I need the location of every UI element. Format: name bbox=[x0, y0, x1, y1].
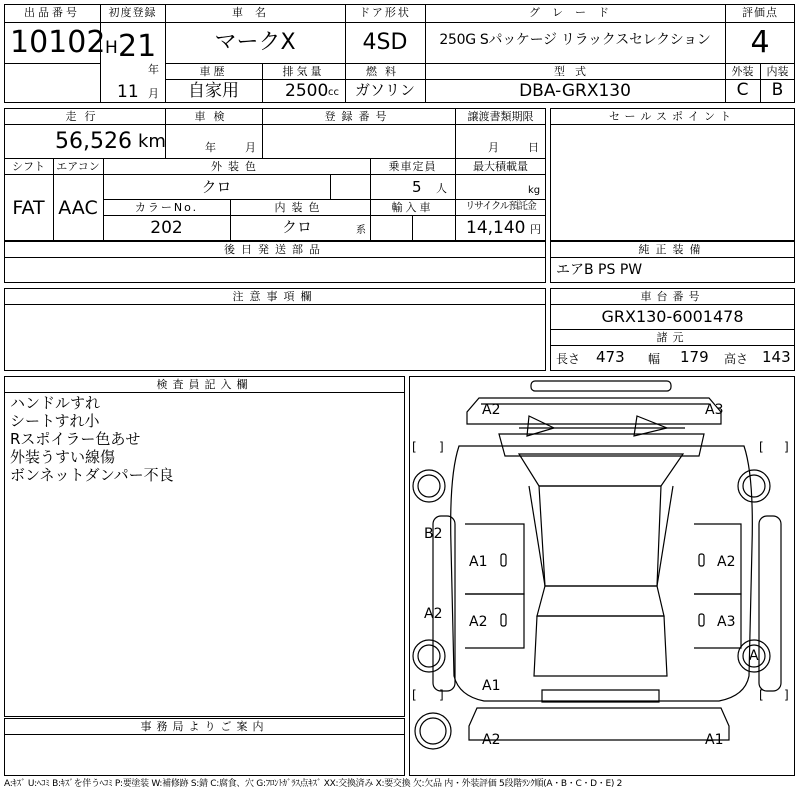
notes-label: 注意事項欄 bbox=[232, 290, 318, 303]
length: 473 bbox=[596, 348, 625, 366]
door-label: ドア形状 bbox=[359, 6, 411, 19]
damage-mark: A2 bbox=[469, 614, 488, 630]
shift-label: シフト bbox=[12, 160, 45, 173]
model-name: マークX bbox=[214, 30, 296, 55]
door-type: 4SD bbox=[362, 30, 408, 55]
aircon: AAC bbox=[58, 197, 98, 219]
interior-grade: B bbox=[771, 80, 784, 100]
interior-color-label: 内装色 bbox=[274, 201, 326, 214]
inspector-note: 外装うすい線傷 bbox=[10, 448, 116, 466]
svg-text:]: ] bbox=[784, 440, 789, 454]
exterior-color: クロ bbox=[201, 178, 232, 196]
svg-text:[: [ bbox=[759, 688, 764, 702]
displacement: 2500 bbox=[285, 81, 329, 101]
era: H bbox=[105, 38, 118, 58]
svg-text:]: ] bbox=[439, 440, 444, 454]
height-label: 高さ bbox=[724, 352, 749, 366]
score-label: 評価点 bbox=[742, 6, 778, 19]
model-label: 車名 bbox=[232, 6, 278, 19]
mileage: 56,526 bbox=[55, 129, 132, 154]
capacity-unit: 人 bbox=[436, 182, 447, 195]
year-unit: 年 bbox=[148, 63, 159, 76]
history-label: 車歴 bbox=[199, 65, 228, 78]
inspector-note: Rスポイラー色あせ bbox=[10, 430, 141, 448]
capacity-label: 乗車定員 bbox=[388, 160, 437, 173]
lot-number: 10102 bbox=[10, 25, 106, 60]
svg-text:[: [ bbox=[759, 440, 764, 454]
first-registration-month: 11 bbox=[117, 82, 139, 102]
displacement-unit: cc bbox=[328, 87, 339, 98]
first-registration-year: 21 bbox=[118, 29, 157, 64]
sales-point-label: セールスポイント bbox=[608, 110, 736, 123]
office-label: 事務局よりご案内 bbox=[140, 720, 269, 733]
width-label: 幅 bbox=[648, 352, 661, 366]
svg-text:[: [ bbox=[412, 688, 417, 702]
damage-mark: A2 bbox=[424, 606, 443, 622]
inspection-month-unit: 月 bbox=[245, 141, 256, 154]
damage-mark: A2 bbox=[482, 732, 501, 748]
length-label: 長さ bbox=[556, 352, 581, 366]
import-label: 輸入車 bbox=[391, 201, 434, 214]
lot-number-label: 出品番号 bbox=[24, 6, 80, 19]
interior-label: 内装 bbox=[766, 65, 789, 78]
equipment-label: 純正装備 bbox=[638, 243, 707, 256]
svg-text:[: [ bbox=[412, 440, 417, 454]
inspector-note: ボンネットダンパー不良 bbox=[10, 466, 174, 484]
inspection-year-unit: 年 bbox=[205, 141, 216, 154]
transfer-month: 月 bbox=[488, 141, 499, 154]
fuel-label: 燃料 bbox=[366, 65, 404, 78]
damage-mark: A bbox=[749, 648, 759, 664]
damage-mark: B2 bbox=[424, 526, 443, 542]
max-load-unit: kg bbox=[528, 185, 541, 196]
vehicle-history: 自家用 bbox=[188, 81, 239, 101]
mileage-unit: km bbox=[138, 131, 166, 152]
dimensions-label: 諸元 bbox=[656, 331, 689, 344]
fuel: ガソリン bbox=[354, 81, 415, 99]
shift: FAT bbox=[12, 197, 45, 219]
color-number: 202 bbox=[150, 218, 183, 238]
damage-legend: A:ｷｽﾞ U:ﾍｺﾐ B:ｷｽﾞを伴うﾍｺﾐ P:要塗装 W:補修跡 S:錆 C:腐食、穴 G:ﾌﾛﾝﾄｶﾞﾗｽ点ｷｽﾞ XX:交換済み X:要交換 欠:欠品 内・外装評価 5段階ﾗﾝｸ順(A・B・C・D・E) 2 bbox=[4, 779, 623, 789]
inspector-note: ハンドルすれ bbox=[10, 394, 101, 412]
color-number-label: カラーNo. bbox=[134, 201, 199, 214]
exterior-label: 外装 bbox=[731, 65, 754, 78]
damage-mark: A3 bbox=[717, 614, 736, 630]
recycle-unit: 円 bbox=[530, 223, 541, 236]
exterior-color-label: 外装色 bbox=[211, 160, 262, 173]
width: 179 bbox=[680, 348, 709, 366]
displacement-label: 排気量 bbox=[282, 65, 325, 78]
inspector-label: 検査員記入欄 bbox=[156, 378, 253, 391]
equipment: エアB PS PW bbox=[556, 262, 643, 278]
overall-score: 4 bbox=[750, 25, 770, 60]
interior-color: クロ bbox=[282, 218, 313, 236]
inspector-note: シートすれ小 bbox=[10, 412, 100, 430]
inspection-label: 車検 bbox=[194, 110, 233, 123]
first-registration-label: 初度登録 bbox=[108, 6, 157, 19]
exterior-grade: C bbox=[736, 80, 749, 100]
damage-mark: A3 bbox=[705, 402, 724, 418]
recycle-label: リサイクル預託金 bbox=[465, 201, 536, 212]
car-diagram bbox=[409, 376, 795, 776]
damage-mark: A1 bbox=[469, 554, 488, 570]
aircon-label: エアコン bbox=[56, 160, 100, 173]
model-type: DBA-GRX130 bbox=[519, 81, 631, 101]
svg-text:]: ] bbox=[784, 688, 789, 702]
damage-mark: A1 bbox=[482, 678, 501, 694]
mileage-label: 走行 bbox=[65, 110, 104, 123]
registration-label: 登録番号 bbox=[324, 110, 393, 123]
capacity: 5 bbox=[412, 178, 422, 196]
later-parts-label: 後日発送部品 bbox=[224, 243, 326, 256]
max-load-label: 最大積載量 bbox=[473, 160, 528, 173]
interior-color-unit: 系 bbox=[356, 225, 366, 236]
svg-text:]: ] bbox=[439, 688, 444, 702]
damage-mark: A2 bbox=[717, 554, 736, 570]
type-label: 型式 bbox=[554, 65, 596, 78]
height: 143 bbox=[762, 348, 791, 366]
chassis-number: GRX130-6001478 bbox=[601, 307, 744, 326]
recycle-fee: 14,140 bbox=[466, 218, 526, 238]
transfer-deadline-label: 譲渡書類期限 bbox=[467, 110, 534, 123]
grade-label: グレード bbox=[529, 6, 621, 19]
grade: 250G Sパッケージ リラックスセレクション bbox=[439, 32, 711, 48]
sales-point-section bbox=[550, 108, 795, 241]
damage-mark: A1 bbox=[705, 732, 724, 748]
month-unit: 月 bbox=[148, 87, 159, 100]
transfer-day: 日 bbox=[528, 141, 539, 154]
damage-mark: A2 bbox=[482, 402, 501, 418]
chassis-label: 車台番号 bbox=[640, 290, 705, 303]
